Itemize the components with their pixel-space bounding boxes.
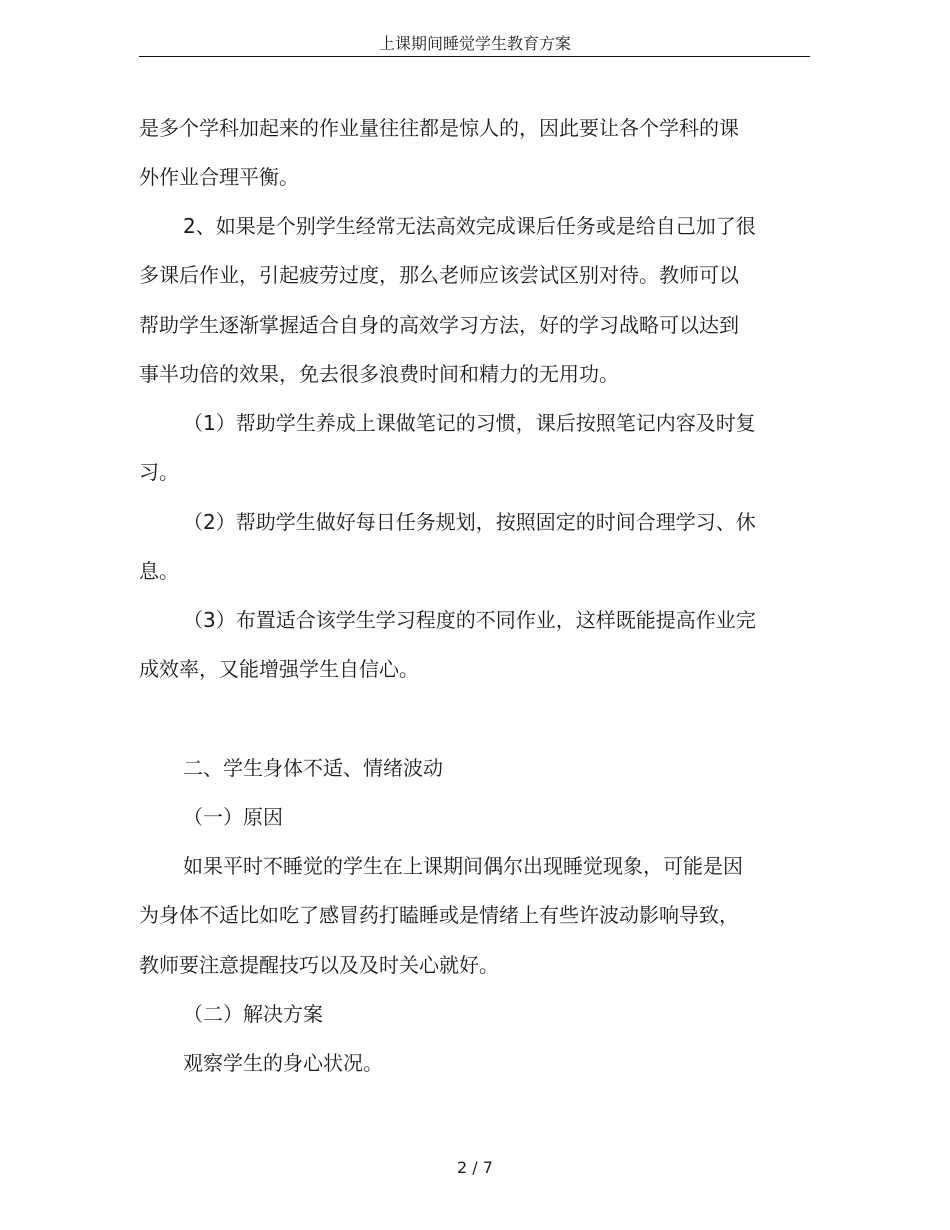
list-item-line: 习。	[139, 460, 179, 484]
paragraph-line: 外作业合理平衡。	[139, 165, 299, 189]
document-header-title: 上课期间睡觉学生教育方案	[378, 34, 571, 53]
paragraph-line: 多课后作业，引起疲劳过度，那么老师应该尝试区别对待。教师可以	[139, 263, 739, 287]
header-divider	[139, 56, 810, 57]
paragraph-line: 如果平时不睡觉的学生在上课期间偶尔出现睡觉现象，可能是因	[183, 854, 743, 878]
paragraph-line: 观察学生的身心状况。	[183, 1051, 383, 1075]
paragraph-line: 为身体不适比如吃了感冒药打瞌睡或是情绪上有些许波动影响导致，	[139, 903, 739, 927]
subsection-heading: （一）原因	[183, 805, 283, 829]
section-heading: 二、学生身体不适、情绪波动	[183, 756, 443, 780]
paragraph-line: 帮助学生逐渐掌握适合自身的高效学习方法，好的学习战略可以达到	[139, 313, 739, 337]
paragraph-line: 教师要注意提醒技巧以及及时关心就好。	[139, 953, 499, 977]
list-item-line: （1）帮助学生养成上课做笔记的习惯，课后按照笔记内容及时复	[183, 411, 756, 435]
paragraph-line: 是多个学科加起来的作业量往往都是惊人的，因此要让各个学科的课	[139, 116, 739, 140]
list-item-line: （3）布置适合该学生学习程度的不同作业，这样既能提高作业完	[183, 608, 756, 632]
page-number: 2 / 7	[457, 1158, 493, 1177]
list-item-line: 成效率，又能增强学生自信心。	[139, 657, 419, 681]
list-item-line: 息。	[139, 559, 179, 583]
paragraph-line: 事半功倍的效果，免去很多浪费时间和精力的无用功。	[139, 362, 619, 386]
subsection-heading: （二）解决方案	[183, 1002, 323, 1026]
paragraph-line: 2、如果是个别学生经常无法高效完成课后任务或是给自己加了很	[183, 214, 756, 238]
list-item-line: （2）帮助学生做好每日任务规划，按照固定的时间合理学习、休	[183, 510, 756, 534]
